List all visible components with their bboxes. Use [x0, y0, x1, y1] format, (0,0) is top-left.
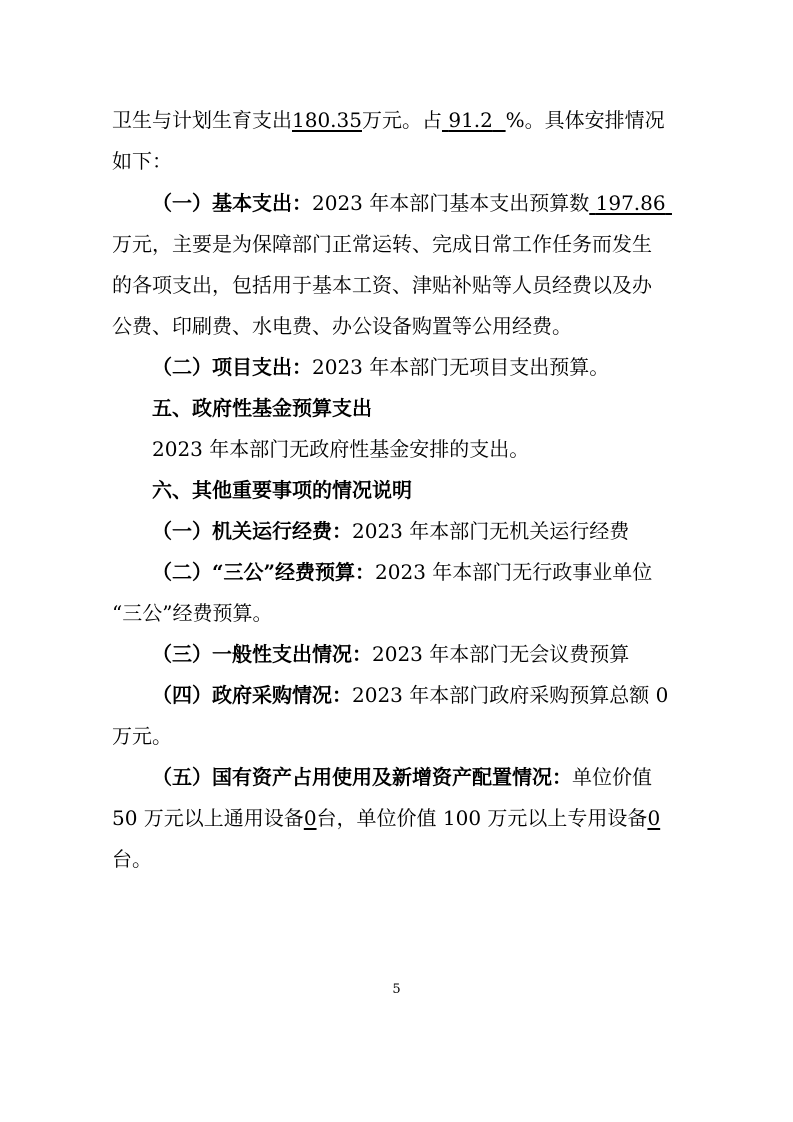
health-expenditure-percent [442, 108, 506, 132]
operating-cost-text: 2023 年本部门无机关运行经费 [352, 519, 630, 543]
general-expenditure-line [152, 640, 732, 668]
unit-text: 万元。占 [361, 108, 442, 132]
basic-expenditure-text: 2023 年本部门基本支出预算数 [312, 191, 590, 215]
assets-heading: （五）国有资产占用使用及新增资产配置情况： [152, 765, 572, 789]
section-five-text: 2023 年本部门无政府性基金安排的支出。 [152, 437, 530, 461]
procurement-line [152, 681, 732, 709]
section-five-heading: 五、政府性基金预算支出 [152, 396, 372, 420]
basic-expenditure-heading: （一）基本支出： [152, 191, 312, 215]
assets-text: 台，单位价值 100 万元以上专用设备 [316, 806, 648, 830]
health-expenditure-amount: 180.35 [292, 108, 362, 132]
basic-amount-value: 197.86 [595, 191, 666, 215]
basic-expenditure-text: 的各项支出，包括用于基本工资、津贴补贴等人员经费以及办 [112, 273, 652, 297]
paragraph-line [112, 271, 692, 299]
operating-cost-line [152, 517, 732, 545]
assets-line [112, 804, 692, 832]
section-six-heading: 六、其他重要事项的情况说明 [152, 478, 412, 502]
assets-text: 单位价值 [572, 765, 652, 789]
assets-text: 台。 [112, 847, 152, 871]
three-public-text: 2023 年本部门无行政事业单位 [375, 560, 653, 584]
paragraph-line [112, 722, 692, 750]
special-equipment-count: 0 [647, 806, 661, 830]
paragraph-line [112, 845, 692, 873]
procurement-text: 万元。 [112, 724, 172, 748]
three-public-heading: （二）“三公”经费预算： [152, 560, 376, 584]
paragraph-line [152, 435, 732, 463]
percent-suffix: %。具体安排情况 [505, 108, 665, 132]
procurement-text: 2023 年本部门政府采购预算总额 0 [352, 683, 669, 707]
three-public-line [152, 558, 732, 586]
assets-text: 50 万元以上通用设备 [112, 806, 304, 830]
health-expenditure-label: 卫生与计划生育支出 [112, 108, 292, 132]
intro-text: 如下： [112, 149, 172, 173]
paragraph-line [112, 106, 692, 134]
paragraph-line [112, 599, 692, 627]
general-expenditure-text: 2023 年本部门无会议费预算 [372, 642, 630, 666]
basic-expenditure-text: 公费、印刷费、水电费、办公设备购置等公用经费。 [112, 314, 572, 338]
page-number: 5 [392, 982, 401, 997]
basic-expenditure-amount [589, 191, 672, 215]
operating-cost-heading: （一）机关运行经费： [152, 519, 352, 543]
general-expenditure-heading: （三）一般性支出情况： [152, 642, 372, 666]
percent-value: 91.2 [448, 108, 493, 132]
paragraph-line [112, 312, 692, 340]
paragraph-line [112, 230, 692, 258]
basic-expenditure-text: 万元，主要是为保障部门正常运转、完成日常工作任务而发生 [112, 232, 652, 256]
general-equipment-count: 0 [303, 806, 317, 830]
project-expenditure-text: 2023 年本部门无项目支出预算。 [312, 355, 610, 379]
section-heading [152, 476, 732, 504]
assets-line [152, 763, 732, 791]
basic-expenditure-line [152, 189, 732, 217]
project-expenditure-line [152, 353, 732, 381]
section-heading [152, 394, 732, 422]
project-expenditure-heading: （二）项目支出： [152, 355, 312, 379]
paragraph-line [112, 147, 692, 175]
procurement-heading: （四）政府采购情况： [152, 683, 352, 707]
three-public-text: “三公”经费预算。 [112, 601, 273, 625]
